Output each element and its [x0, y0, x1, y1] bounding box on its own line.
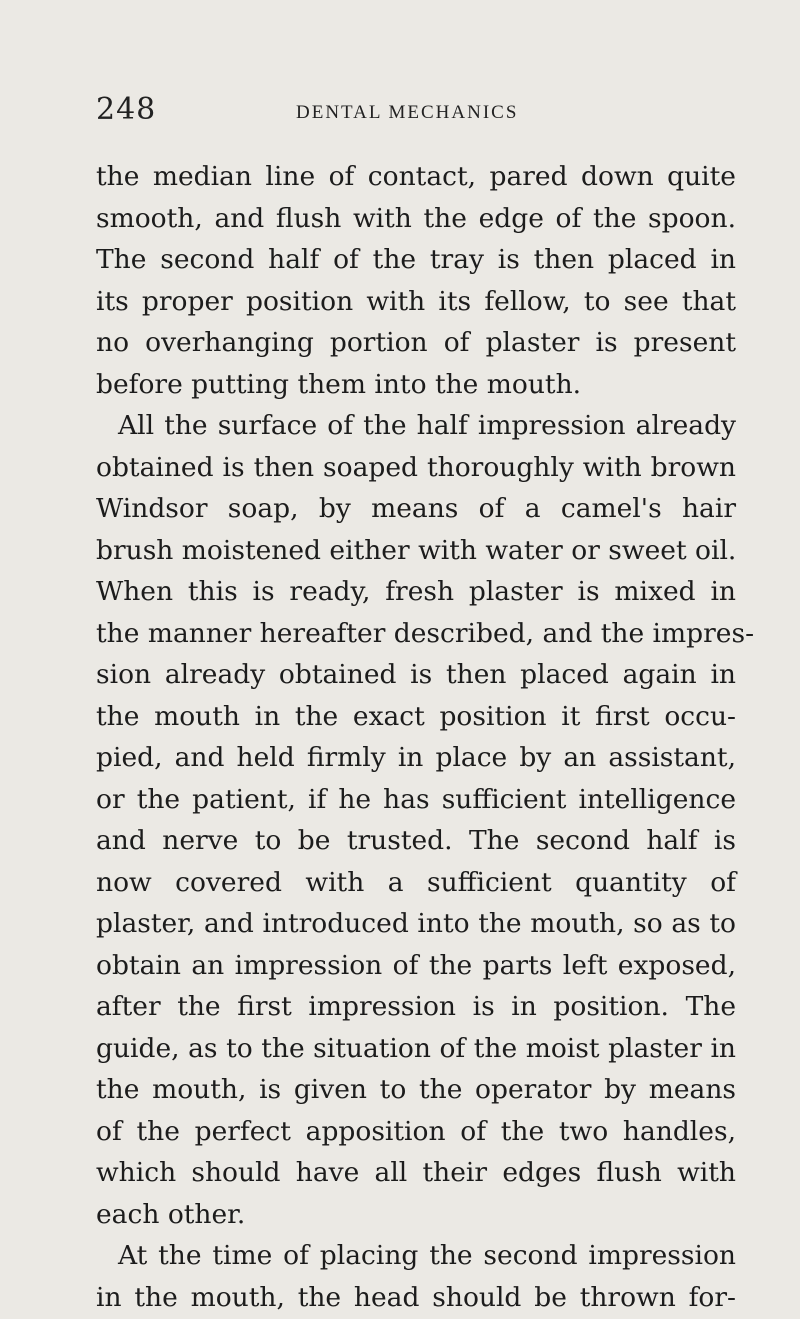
text-line: pied, and held firmly in place by an assistant, — [96, 742, 736, 773]
text-line: in the mouth, the head should be thrown for- — [96, 1281, 736, 1313]
text-line: after the first impression is in position. The — [96, 991, 736, 1022]
text-line: the median line of contact, pared down quite — [96, 161, 736, 192]
text-line: Windsor soap, by means of a camel's hair — [96, 493, 736, 524]
text-line: All the surface of the half impression already — [118, 410, 736, 441]
text-line: the manner hereafter described, and the impres- — [96, 617, 755, 649]
text-line: no overhanging portion of plaster is present — [96, 327, 736, 358]
text-line: which should have all their edges flush with — [96, 1157, 736, 1188]
text-line: When this is ready, fresh plaster is mixed in — [96, 576, 736, 607]
text-line: or the patient, if he has sufficient intelligence — [96, 783, 736, 815]
text-line: the mouth in the exact position it first occu- — [96, 700, 736, 732]
text-line: before putting them into the mouth. — [96, 368, 582, 400]
text-line: obtained is then soaped thoroughly with brown — [96, 451, 736, 483]
page-header — [96, 92, 736, 132]
body-text — [96, 156, 755, 1318]
text-line: each other. — [96, 1198, 246, 1230]
text-line: obtain an impression of the parts left exposed, — [96, 949, 736, 981]
text-line: sion already obtained is then placed again in — [96, 659, 736, 690]
text-line: now covered with a sufficient quantity of — [96, 866, 736, 898]
text-line: brush moistened either with water or sweet oil. — [96, 534, 737, 566]
text-line: The second half of the tray is then placed in — [96, 244, 736, 275]
running-head: DENTAL MECHANICS — [296, 102, 519, 123]
text-line: guide, as to the situation of the moist plaster in — [96, 1032, 736, 1064]
text-line: its proper position with its fellow, to see that — [96, 285, 736, 317]
text-line: At the time of placing the second impression — [118, 1240, 736, 1271]
page-number: 248 — [96, 92, 157, 127]
text-line: smooth, and flush with the edge of the spoon. — [96, 202, 736, 234]
text-line: and nerve to be trusted. The second half is — [96, 825, 736, 856]
text-line: plaster, and introduced into the mouth, so as to — [96, 908, 736, 939]
text-line: of the perfect apposition of the two handles, — [96, 1115, 736, 1147]
text-line: the mouth, is given to the operator by means — [96, 1074, 736, 1105]
